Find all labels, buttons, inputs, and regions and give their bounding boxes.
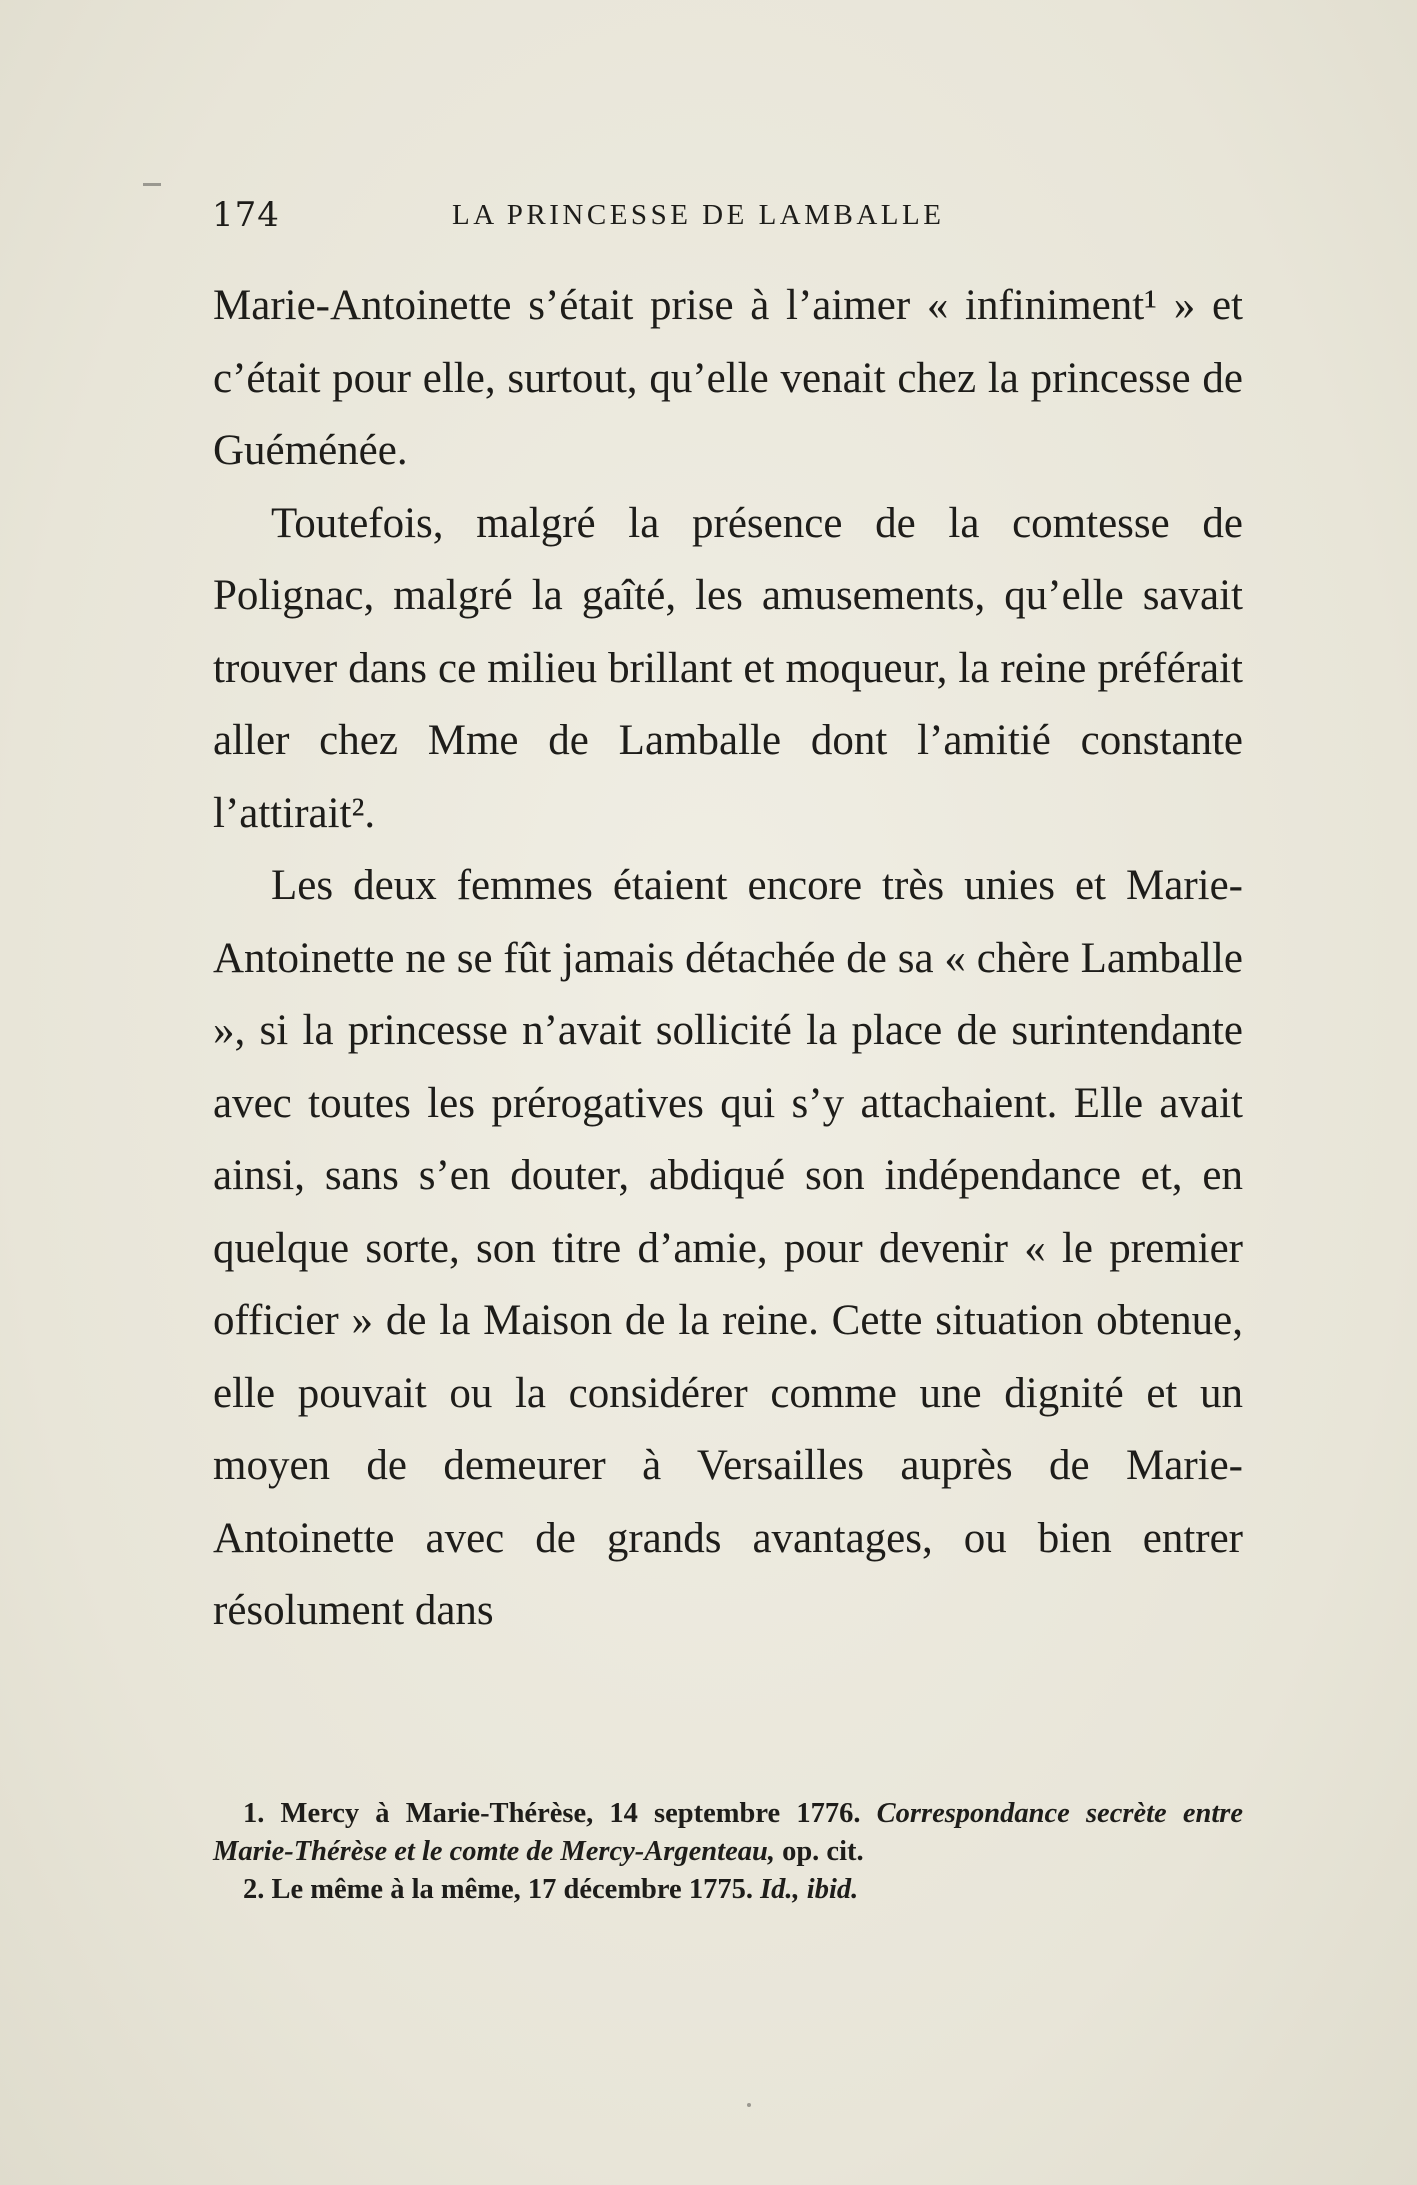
bottom-dot [747, 2103, 751, 2107]
paragraph: Toutefois, malgré la présence de la comtesse de Polignac, malgré la gaîté, les amusements, qu’elle savait trouver dans ce milieu brillant et moqueur, la reine préférait aller chez Mme de Lamballe dont l’amitié constante l’attirait². [213, 499, 1243, 837]
page-number: 174 [212, 195, 280, 235]
footnote-2-citation: 2. Le même à la même, 17 décembre 1775. [243, 1874, 753, 1905]
paragraph: Marie-Antoinette s’était prise à l’aimer « infiniment¹ » et c’était pour elle, surtout, qu’elle venait chez la princesse de Guéménée. [213, 282, 1243, 474]
footnote-1-ref: op. cit. [782, 1836, 864, 1867]
footnote-2 [213, 1871, 1243, 1909]
footnote-1-citation: 1. Mercy à Marie-Thérèse, 14 septembre 1776. [243, 1798, 861, 1829]
running-head [212, 195, 1242, 235]
margin-mark [143, 183, 161, 186]
footnote-1 [213, 1795, 1243, 1871]
footnotes [213, 1795, 1243, 1909]
body-text [213, 270, 1243, 1648]
running-title: LA PRINCESSE DE LAMBALLE [452, 199, 945, 231]
paragraph: Les deux femmes étaient encore très unies et Marie-Antoinette ne se fût jamais détachée de sa « chère Lamballe », si la princesse n’avait sollicité la place de surintendante avec toutes les prérogatives qui s’y attachaient. Elle avait ainsi, sans s’en douter, abdiqué son indépendance et, en quelque sorte, son titre d’amie, pour devenir « le premier officier » de la Maison de la reine. Cette situation obtenue, elle pouvait ou la considérer comme une dignité et un moyen de demeurer à Versailles auprès de Marie-Antoinette avec de grands avantages, ou bien entrer résolument dans [213, 862, 1243, 1634]
footnote-1-title: Correspondance secrète entre Marie-Thérèse et le comte de Mercy-Argenteau, [213, 1798, 1243, 1867]
footnote-2-ref: Id., ibid. [760, 1874, 859, 1905]
